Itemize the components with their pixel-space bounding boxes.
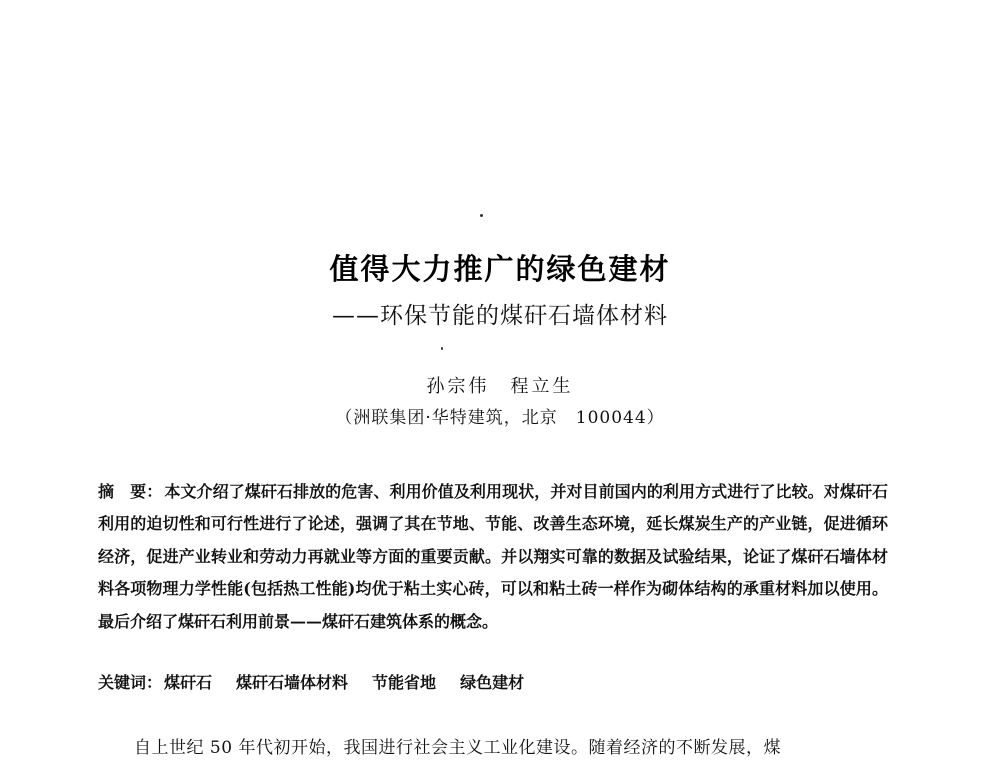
body-paragraph: 自上世纪 50 年代初开始，我国进行社会主义工业化建设。随着经济的不断发展，煤 xyxy=(134,738,781,758)
keyword: 煤矸石 xyxy=(164,673,213,692)
paper-title: 值得大力推广的绿色建材 xyxy=(329,252,671,286)
keywords-label: 关键词： xyxy=(98,673,163,692)
keyword: 绿色建材 xyxy=(460,673,525,692)
keywords xyxy=(98,670,888,693)
author-affiliation: （洲联集团·华特建筑，北京 100044） xyxy=(335,408,665,428)
abstract xyxy=(98,476,888,638)
keyword: 煤矸石墙体材料 xyxy=(236,673,349,692)
keyword: 节能省地 xyxy=(372,673,437,692)
abstract-label: 摘 要： xyxy=(98,482,163,501)
author-names: 孙宗伟 程立生 xyxy=(426,376,574,397)
paper-subtitle: ——环保节能的煤矸石墙体材料 xyxy=(332,303,668,329)
abstract-text: 本文介绍了煤矸石排放的危害、利用价值及利用现状，并对目前国内的利用方式进行了比较。对煤矸石利用的迫切性和可行性进行了论述，强调了其在节地、节能、改善生态环境，延长煤炭生产的产业链，促进循环经济，促进产业转业和劳动力再就业等方面的重要贡献。并以翔实可靠的数据及试验结果，论证了煤矸石墙体材料各项物理力学性能(包括热工性能)均优于粘土实心砖，可以和粘土砖一样作为砌体结构的承重材料加以使用。最后介绍了煤矸石利用前景——煤矸石建筑体系的概念。 xyxy=(98,482,888,631)
scan-speck xyxy=(480,214,483,217)
scan-speck xyxy=(441,347,443,350)
